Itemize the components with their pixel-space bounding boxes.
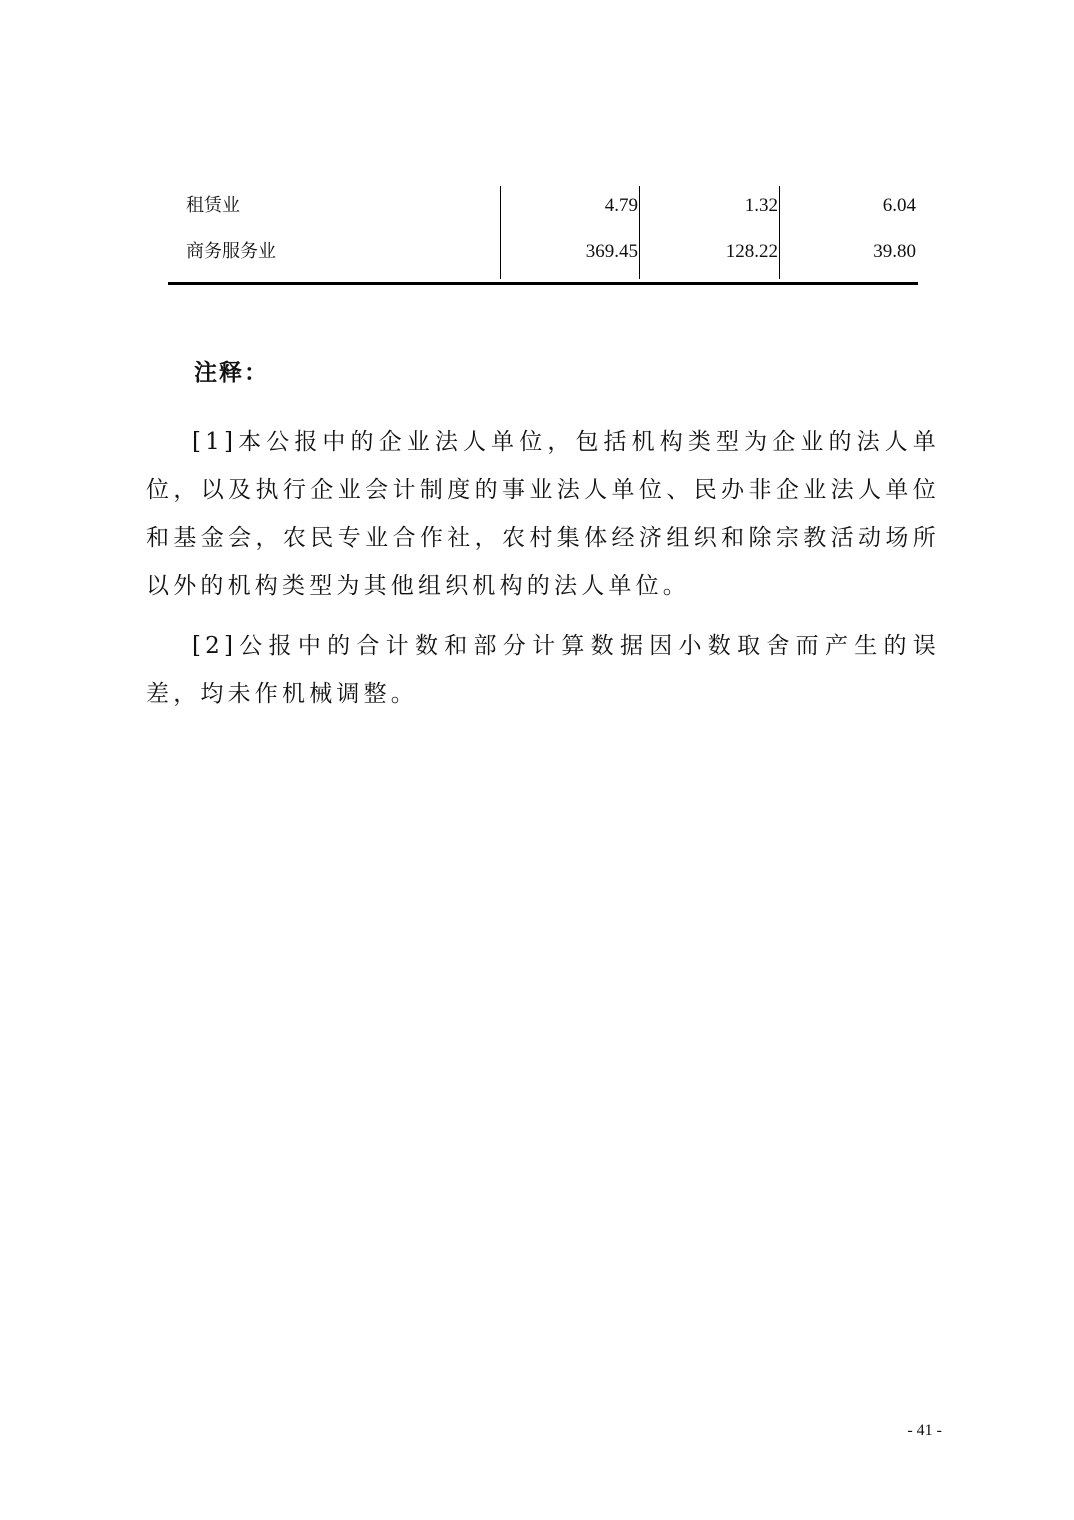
value-cell: 369.45 [585, 241, 638, 262]
value-cell: 39.80 [873, 241, 916, 262]
industry-name: 商务服务业 [186, 241, 276, 262]
value-cell: 1.32 [744, 195, 778, 216]
value-cell: 6.04 [882, 195, 916, 216]
statistics-table [168, 186, 918, 285]
table-row [168, 186, 918, 232]
value-cell: 4.79 [604, 195, 638, 216]
table-row [168, 232, 918, 278]
note-paragraph: [1]本公报中的企业法人单位，包括机构类型为企业的法人单位，以及执行企业会计制度的事业法人单位、民办非企业法人单位和基金会，农民专业合作社，农村集体经济组织和除宗教活动场所以外的机构类型为其他组织机构的法人单位。 [146, 429, 940, 599]
industry-name: 租赁业 [186, 195, 240, 216]
value-cell: 128.22 [725, 241, 778, 262]
page-number: - 41 - [907, 1422, 942, 1439]
notes-heading: 注释： [194, 360, 269, 386]
note-paragraph: [2]公报中的合计数和部分计算数据因小数取舍而产生的误差，均未作机械调整。 [146, 633, 940, 707]
